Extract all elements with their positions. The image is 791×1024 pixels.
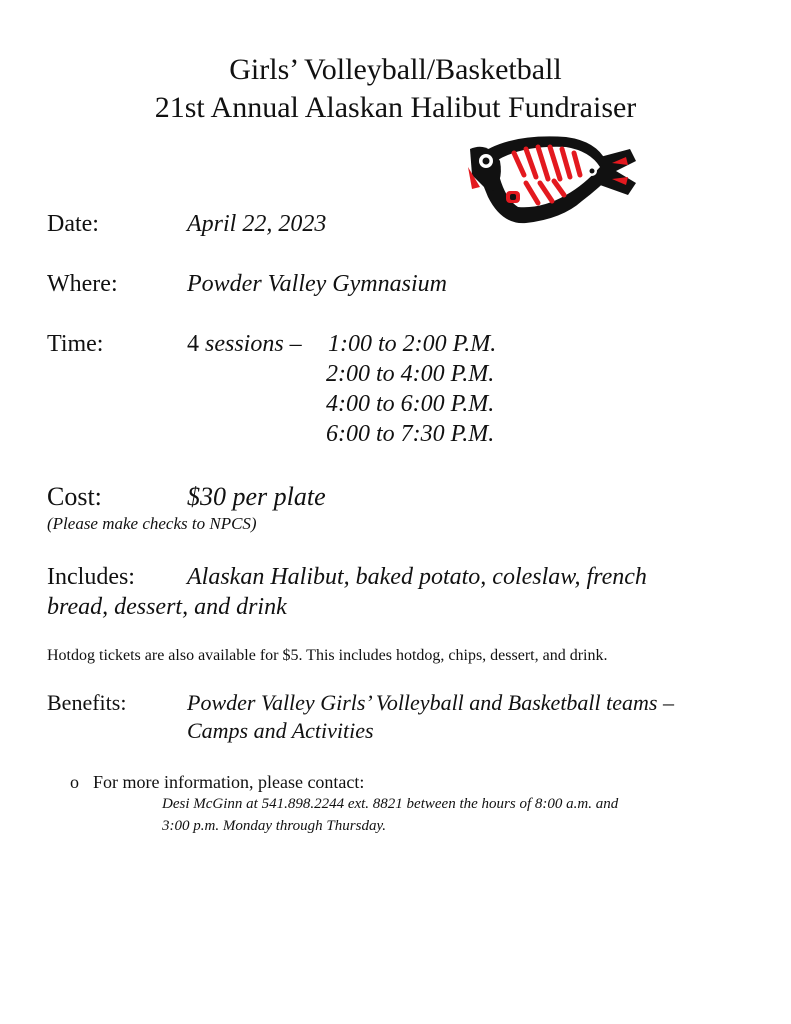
title-line-2: 21st Annual Alaskan Halibut Fundraiser — [154, 91, 637, 124]
benefits-line-1: Powder Valley Girls’ Volleyball and Basketball teams – — [187, 690, 674, 715]
date-label: Date: — [47, 211, 99, 237]
contact-intro: For more information, please contact: — [93, 772, 365, 792]
time-sessions — [187, 329, 302, 359]
halibut-fish-icon — [466, 127, 638, 232]
contact-line-1: Desi McGinn at 541.898.2244 ext. 8821 between the hours of 8:00 a.m. and — [162, 796, 619, 812]
cost-note: (Please make checks to NPCS) — [47, 514, 257, 533]
includes-line-1: Alaskan Halibut, baked potato, coleslaw, french — [187, 564, 647, 590]
benefits-line-2: Camps and Activities — [187, 718, 374, 743]
hotdog-note: Hotdog tickets are also available for $5. This includes hotdog, chips, dessert, and drink. — [47, 647, 608, 664]
includes-label: Includes: — [47, 564, 135, 590]
cost-label: Cost: — [47, 482, 102, 511]
time-slot: 2:00 to 4:00 P.M. — [326, 361, 495, 387]
where-value: Powder Valley Gymnasium — [187, 271, 447, 297]
benefits-label: Benefits: — [47, 690, 127, 715]
includes-line-2: bread, dessert, and drink — [47, 594, 287, 620]
time-label: Time: — [47, 331, 104, 357]
sessions-word: sessions – — [205, 331, 302, 357]
time-slot: 6:00 to 7:30 P.M. — [326, 421, 495, 447]
session-count: 4 — [187, 331, 199, 357]
title-line-1: Girls’ Volleyball/Basketball — [229, 53, 562, 86]
contact-line-2: 3:00 p.m. Monday through Thursday. — [162, 818, 387, 834]
time-slot: 4:00 to 6:00 P.M. — [326, 391, 495, 417]
contact-bullet: o — [70, 772, 79, 792]
cost-value: $30 per plate — [187, 482, 326, 511]
time-slot: 1:00 to 2:00 P.M. — [328, 331, 497, 357]
where-label: Where: — [47, 271, 118, 297]
date-value: April 22, 2023 — [187, 211, 327, 237]
